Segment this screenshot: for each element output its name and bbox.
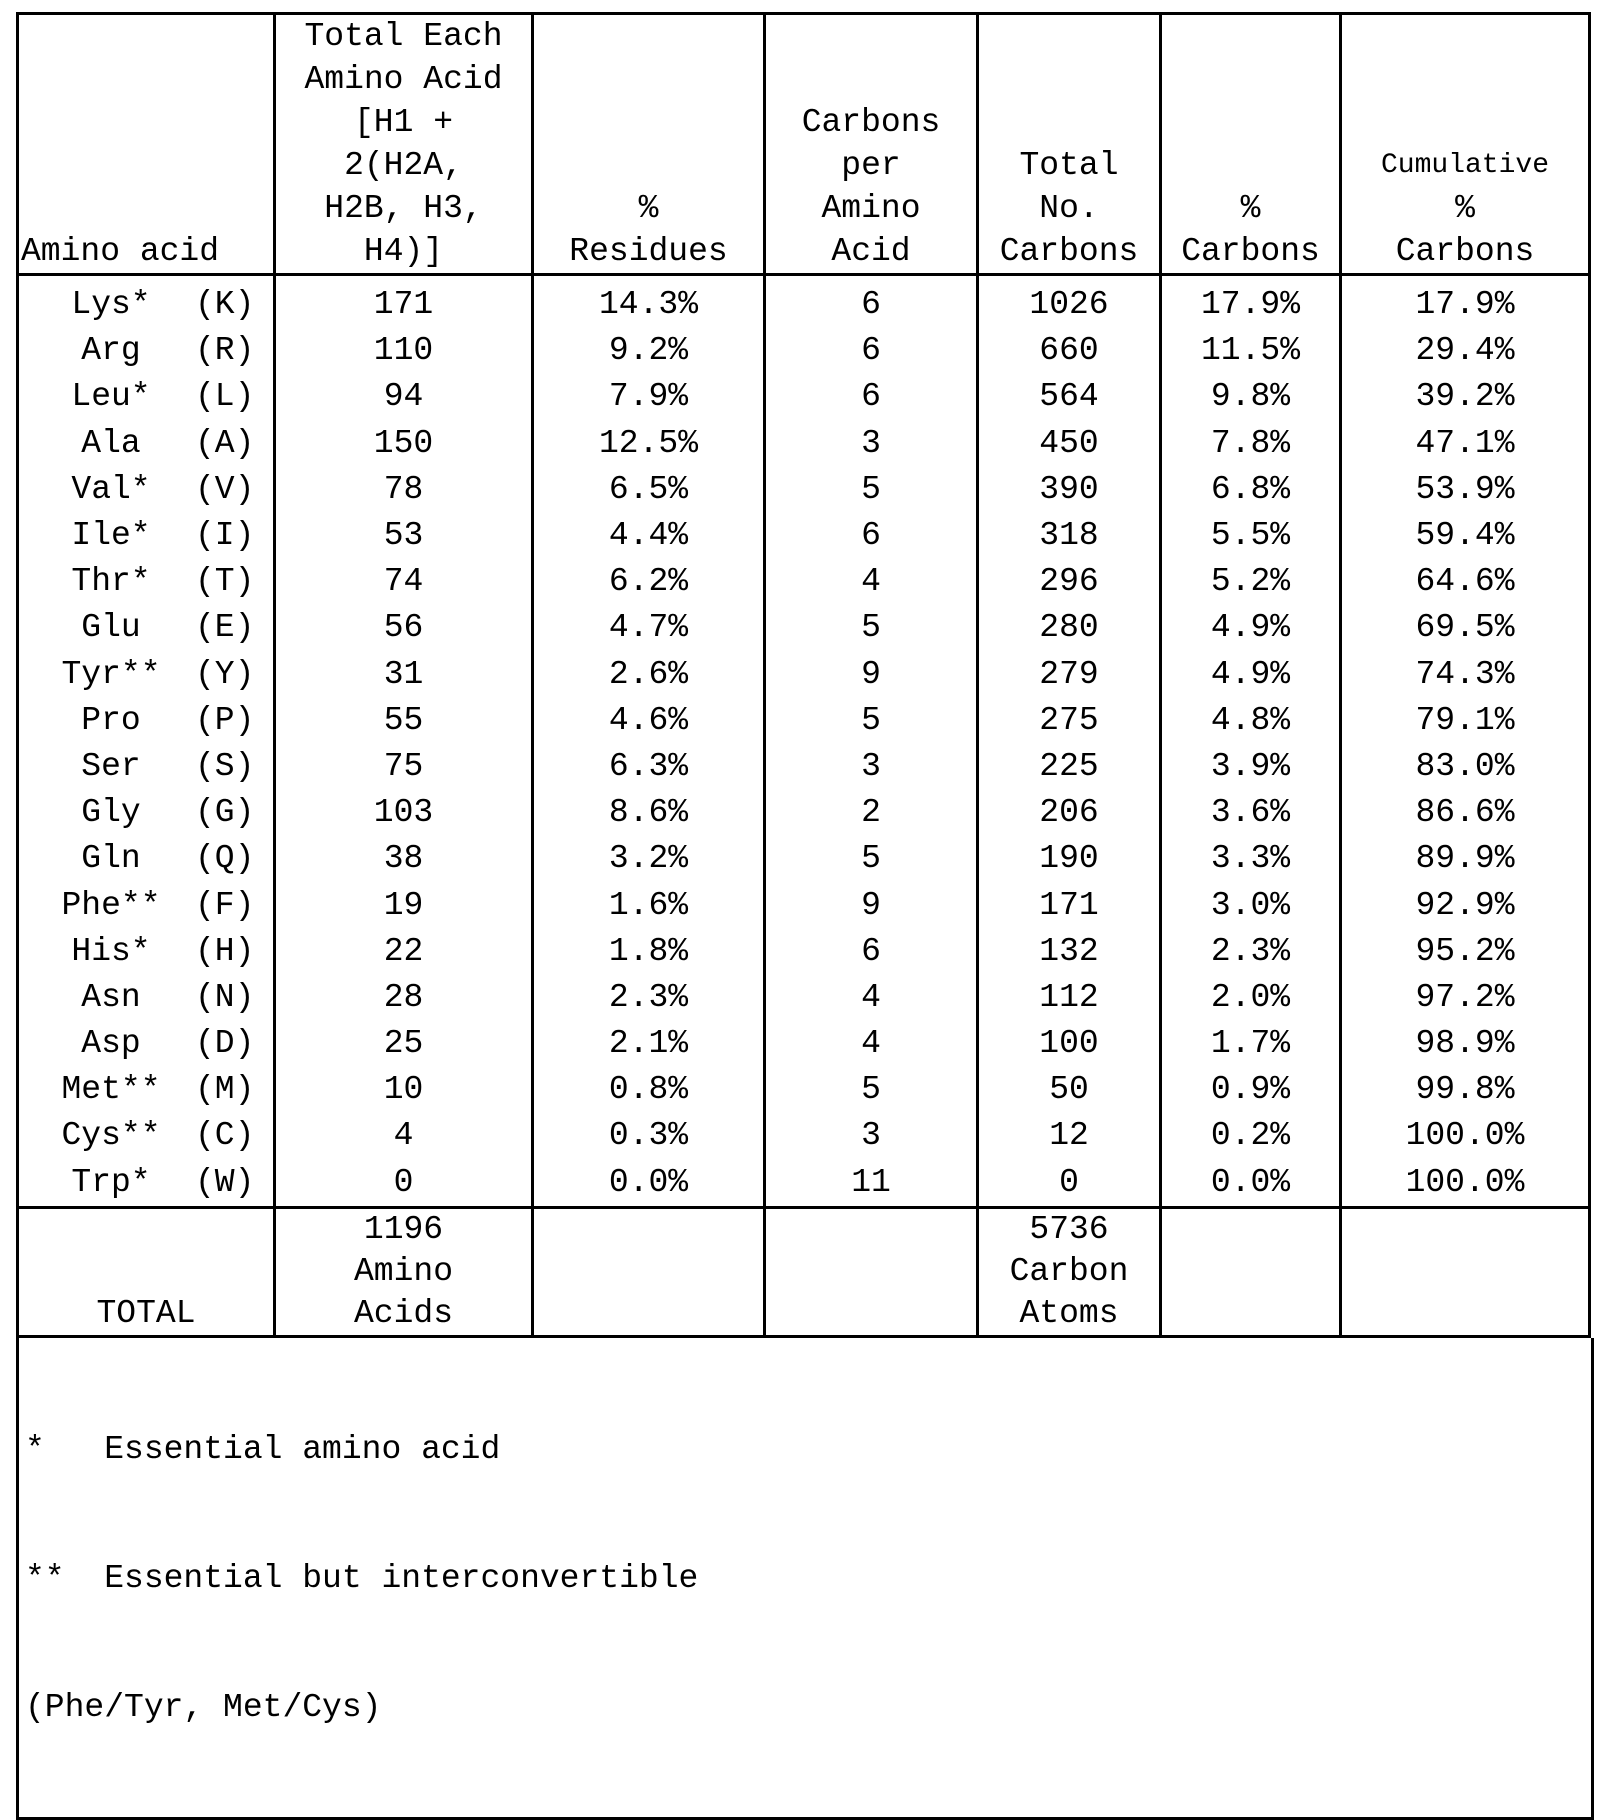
pct-carbons-cell: 3.6% <box>1161 790 1341 836</box>
total-carbons-cell: 564 <box>978 374 1161 420</box>
header-pct-residues <box>533 14 765 275</box>
amino-acid-name: Arg <box>81 332 141 370</box>
pct-residues-cell: 6.2% <box>533 559 765 605</box>
amino-acid-code: (A) <box>195 424 255 462</box>
cumulative-cell: 92.9% <box>1341 882 1590 928</box>
amino-acid-table-sheet <box>16 12 1588 1820</box>
header-total-each <box>275 14 533 275</box>
carbons-per-cell: 2 <box>765 790 978 836</box>
total-each-cell: 74 <box>275 559 533 605</box>
carbons-per-cell: 6 <box>765 929 978 975</box>
carbons-per-cell: 3 <box>765 421 978 467</box>
table-row <box>18 374 1590 420</box>
header-line: Total Each <box>304 18 503 55</box>
total-each-cell: 31 <box>275 652 533 698</box>
pct-residues-cell: 0.3% <box>533 1113 765 1159</box>
amino-acid-cell <box>18 559 275 605</box>
total-each-cell: 4 <box>275 1113 533 1159</box>
total-carbons-cell: 450 <box>978 421 1161 467</box>
pct-carbons-cell: 5.5% <box>1161 513 1341 559</box>
pct-carbons-cell: 7.8% <box>1161 421 1341 467</box>
total-label: TOTAL <box>18 1207 275 1336</box>
total-carbons-cell: 296 <box>978 559 1161 605</box>
carbons-per-cell: 6 <box>765 328 978 374</box>
cumulative-cell: 53.9% <box>1341 467 1590 513</box>
carbons-per-cell: 5 <box>765 1067 978 1113</box>
footnote-pairs: (Phe/Tyr, Met/Cys) <box>25 1688 382 1726</box>
pct-carbons-cell: 2.3% <box>1161 929 1341 975</box>
amino-acid-cell <box>18 836 275 882</box>
amino-acid-cell <box>18 929 275 975</box>
table-row <box>18 698 1590 744</box>
amino-acid-cell <box>18 975 275 1021</box>
cumulative-cell: 59.4% <box>1341 513 1590 559</box>
header-line: Acid <box>831 233 911 270</box>
pct-residues-cell: 3.2% <box>533 836 765 882</box>
table-body <box>18 275 1590 1208</box>
header-line: Carbons <box>1395 233 1535 270</box>
total-each-cell: 22 <box>275 929 533 975</box>
header-line: 2(H2A, <box>344 147 463 184</box>
total-line: 1196 <box>363 1210 444 1248</box>
total-carbons-cell: 100 <box>978 1021 1161 1067</box>
amino-acid-name: Ile* <box>71 517 151 555</box>
amino-acid-code: (R) <box>195 332 255 370</box>
total-carbons-cell: 171 <box>978 882 1161 928</box>
pct-carbons-cell: 3.9% <box>1161 744 1341 790</box>
header-carbons-per-amino-acid <box>765 14 978 275</box>
amino-acid-cell <box>18 275 275 329</box>
amino-acid-code: (Q) <box>195 840 255 878</box>
total-each-cell: 103 <box>275 790 533 836</box>
footnotes <box>16 1338 1594 1820</box>
amino-acid-code: (W) <box>195 1163 255 1201</box>
cumulative-cell: 100.0% <box>1341 1160 1590 1208</box>
carbons-per-cell: 6 <box>765 513 978 559</box>
total-line: Amino <box>353 1252 454 1290</box>
cumulative-cell: 79.1% <box>1341 698 1590 744</box>
total-each-cell: 25 <box>275 1021 533 1067</box>
carbons-per-cell: 5 <box>765 836 978 882</box>
cumulative-cell: 97.2% <box>1341 975 1590 1021</box>
carbons-per-cell: 3 <box>765 1113 978 1159</box>
header-pct-carbons <box>1161 14 1341 275</box>
pct-carbons-cell: 3.3% <box>1161 836 1341 882</box>
pct-residues-cell: 0.8% <box>533 1067 765 1113</box>
amino-acid-cell <box>18 421 275 467</box>
header-line: per <box>841 147 901 184</box>
pct-carbons-cell: 1.7% <box>1161 1021 1341 1067</box>
amino-acid-cell <box>18 790 275 836</box>
header-total-carbons <box>978 14 1161 275</box>
carbons-per-cell: 9 <box>765 882 978 928</box>
total-row <box>18 1207 1590 1336</box>
table-row <box>18 1160 1590 1208</box>
amino-acid-name: Glu <box>81 609 141 647</box>
amino-acid-name: Pro <box>81 701 141 739</box>
cumulative-cell: 39.2% <box>1341 374 1590 420</box>
total-carbons-cell: 275 <box>978 698 1161 744</box>
carbons-per-cell: 6 <box>765 374 978 420</box>
total-carbons-cell: 1026 <box>978 275 1161 329</box>
table-row <box>18 1113 1590 1159</box>
table-row <box>18 975 1590 1021</box>
pct-carbons-cell: 17.9% <box>1161 275 1341 329</box>
total-line: Acids <box>353 1294 454 1332</box>
amino-acid-cell <box>18 652 275 698</box>
amino-acid-name: Lys* <box>71 286 151 324</box>
header-line: H2B, H3, <box>324 190 483 227</box>
amino-acid-code: (C) <box>195 1117 255 1155</box>
amino-acid-name: Gln <box>81 840 141 878</box>
total-carbons-cell: 660 <box>978 328 1161 374</box>
total-carbons-cell: 0 <box>978 1160 1161 1208</box>
pct-residues-cell: 4.6% <box>533 698 765 744</box>
table-row <box>18 744 1590 790</box>
header-line: H4)] <box>363 233 444 270</box>
amino-acid-table <box>16 12 1591 1338</box>
total-each-cell: 0 <box>275 1160 533 1208</box>
total-each-cell: 10 <box>275 1067 533 1113</box>
cumulative-cell: 100.0% <box>1341 1113 1590 1159</box>
cumulative-cell: 86.6% <box>1341 790 1590 836</box>
total-each-cell: 75 <box>275 744 533 790</box>
header-line: Total <box>1019 147 1119 184</box>
cumulative-cell: 99.8% <box>1341 1067 1590 1113</box>
table-row <box>18 559 1590 605</box>
header-amino-acid: Amino acid <box>18 14 275 275</box>
amino-acid-name: Tyr** <box>61 655 161 693</box>
total-carbons-cell: 190 <box>978 836 1161 882</box>
total-each-cell: 55 <box>275 698 533 744</box>
amino-acid-code: (K) <box>195 286 255 324</box>
amino-acid-code: (Y) <box>195 655 255 693</box>
pct-carbons-cell: 2.0% <box>1161 975 1341 1021</box>
pct-carbons-cell: 4.8% <box>1161 698 1341 744</box>
header-line: Carbons <box>999 233 1139 270</box>
cumulative-cell: 29.4% <box>1341 328 1590 374</box>
amino-acid-cell <box>18 882 275 928</box>
cumulative-cell: 83.0% <box>1341 744 1590 790</box>
header-line: No. <box>1039 190 1099 227</box>
total-each-cell: 53 <box>275 513 533 559</box>
total-carbons-cell: 279 <box>978 652 1161 698</box>
amino-acid-code: (N) <box>195 978 255 1016</box>
amino-acid-cell <box>18 744 275 790</box>
pct-residues-cell: 4.7% <box>533 605 765 651</box>
total-each-cell: 56 <box>275 605 533 651</box>
pct-residues-cell: 2.3% <box>533 975 765 1021</box>
cumulative-cell: 98.9% <box>1341 1021 1590 1067</box>
total-carbons-cell: 206 <box>978 790 1161 836</box>
amino-acid-cell <box>18 1160 275 1208</box>
amino-acid-name: Gly <box>81 794 141 832</box>
total-carbons-cell: 132 <box>978 929 1161 975</box>
amino-acid-code: (S) <box>195 747 255 785</box>
table-row <box>18 1067 1590 1113</box>
carbons-per-cell: 4 <box>765 1021 978 1067</box>
amino-acid-cell <box>18 513 275 559</box>
amino-acid-code: (M) <box>195 1071 255 1109</box>
amino-acid-cell <box>18 605 275 651</box>
footnote-essential: * Essential amino acid <box>25 1430 501 1468</box>
cumulative-cell: 95.2% <box>1341 929 1590 975</box>
footnote-interconvertible: ** Essential but interconvertible <box>25 1559 699 1597</box>
pct-residues-cell: 0.0% <box>533 1160 765 1208</box>
amino-acid-name: Val* <box>71 470 151 508</box>
carbons-per-cell: 4 <box>765 975 978 1021</box>
amino-acid-code: (E) <box>195 609 255 647</box>
pct-carbons-cell: 5.2% <box>1161 559 1341 605</box>
total-carbon-atoms <box>978 1207 1161 1336</box>
amino-acid-code: (T) <box>195 563 255 601</box>
pct-residues-cell: 6.3% <box>533 744 765 790</box>
total-empty-cell <box>765 1207 978 1336</box>
table-row <box>18 1021 1590 1067</box>
total-each-cell: 38 <box>275 836 533 882</box>
amino-acid-name: Trp* <box>71 1163 151 1201</box>
pct-carbons-cell: 6.8% <box>1161 467 1341 513</box>
table-row <box>18 275 1590 329</box>
amino-acid-cell <box>18 467 275 513</box>
total-line: Atoms <box>1019 1294 1119 1332</box>
table-row <box>18 513 1590 559</box>
header-line: % <box>1240 190 1261 227</box>
header-line: Carbons <box>801 104 941 141</box>
header-line: Carbons <box>1181 233 1320 270</box>
header-row <box>18 14 1590 275</box>
total-carbons-cell: 112 <box>978 975 1161 1021</box>
amino-acid-name: Cys** <box>61 1117 161 1155</box>
amino-acid-code: (D) <box>195 1025 255 1063</box>
total-each-cell: 110 <box>275 328 533 374</box>
carbons-per-cell: 4 <box>765 559 978 605</box>
amino-acid-name: Thr* <box>71 563 151 601</box>
table-row <box>18 836 1590 882</box>
total-carbons-cell: 280 <box>978 605 1161 651</box>
amino-acid-code: (H) <box>195 932 255 970</box>
cumulative-cell: 89.9% <box>1341 836 1590 882</box>
amino-acid-name: Met** <box>61 1071 161 1109</box>
total-each-cell: 19 <box>275 882 533 928</box>
pct-residues-cell: 8.6% <box>533 790 765 836</box>
pct-residues-cell: 2.6% <box>533 652 765 698</box>
amino-acid-name: Asn <box>81 978 141 1016</box>
total-amino-acids <box>275 1207 533 1336</box>
pct-carbons-cell: 3.0% <box>1161 882 1341 928</box>
carbons-per-cell: 5 <box>765 698 978 744</box>
total-line: 5736 <box>1029 1210 1109 1248</box>
table-row <box>18 882 1590 928</box>
amino-acid-cell <box>18 1021 275 1067</box>
pct-residues-cell: 7.9% <box>533 374 765 420</box>
amino-acid-name: Leu* <box>71 378 151 416</box>
pct-residues-cell: 4.4% <box>533 513 765 559</box>
amino-acid-code: (L) <box>195 378 255 416</box>
total-carbons-cell: 12 <box>978 1113 1161 1159</box>
pct-carbons-cell: 0.2% <box>1161 1113 1341 1159</box>
amino-acid-name: Ala <box>81 424 141 462</box>
pct-residues-cell: 1.6% <box>533 882 765 928</box>
pct-residues-cell: 1.8% <box>533 929 765 975</box>
cumulative-cell: 64.6% <box>1341 559 1590 605</box>
amino-acid-code: (F) <box>195 886 255 924</box>
table-row <box>18 328 1590 374</box>
amino-acid-cell <box>18 328 275 374</box>
total-each-cell: 171 <box>275 275 533 329</box>
amino-acid-name: Phe** <box>61 886 161 924</box>
pct-residues-cell: 9.2% <box>533 328 765 374</box>
total-carbons-cell: 50 <box>978 1067 1161 1113</box>
pct-residues-cell: 12.5% <box>533 421 765 467</box>
pct-carbons-cell: 4.9% <box>1161 605 1341 651</box>
header-line: Amino Acid <box>304 61 503 98</box>
total-empty-cell <box>533 1207 765 1336</box>
amino-acid-cell <box>18 1113 275 1159</box>
table-row <box>18 605 1590 651</box>
amino-acid-name: His* <box>71 932 151 970</box>
carbons-per-cell: 5 <box>765 605 978 651</box>
pct-carbons-cell: 4.9% <box>1161 652 1341 698</box>
amino-acid-cell <box>18 1067 275 1113</box>
table-row <box>18 652 1590 698</box>
cumulative-cell: 74.3% <box>1341 652 1590 698</box>
table-row <box>18 467 1590 513</box>
header-cumulative-pct-carbons <box>1341 14 1590 275</box>
pct-residues-cell: 14.3% <box>533 275 765 329</box>
table-row <box>18 929 1590 975</box>
amino-acid-name: Asp <box>81 1025 141 1063</box>
total-empty-cell <box>1161 1207 1341 1336</box>
amino-acid-code: (P) <box>195 701 255 739</box>
header-line: % <box>1455 190 1475 227</box>
header-line: Residues <box>569 233 728 270</box>
amino-acid-name: Ser <box>81 747 141 785</box>
amino-acid-code: (I) <box>195 517 255 555</box>
header-line: [H1 + <box>353 104 454 141</box>
carbons-per-cell: 9 <box>765 652 978 698</box>
carbons-per-cell: 6 <box>765 275 978 329</box>
carbons-per-cell: 11 <box>765 1160 978 1208</box>
cumulative-cell: 69.5% <box>1341 605 1590 651</box>
table-row <box>18 421 1590 467</box>
pct-carbons-cell: 0.0% <box>1161 1160 1341 1208</box>
amino-acid-cell <box>18 374 275 420</box>
pct-carbons-cell: 0.9% <box>1161 1067 1341 1113</box>
amino-acid-cell <box>18 698 275 744</box>
header-line: % <box>638 190 659 227</box>
total-each-cell: 150 <box>275 421 533 467</box>
total-each-cell: 28 <box>275 975 533 1021</box>
cumulative-cell: 17.9% <box>1341 275 1590 329</box>
amino-acid-code: (V) <box>195 470 255 508</box>
pct-carbons-cell: 11.5% <box>1161 328 1341 374</box>
pct-carbons-cell: 9.8% <box>1161 374 1341 420</box>
carbons-per-cell: 3 <box>765 744 978 790</box>
total-carbons-cell: 225 <box>978 744 1161 790</box>
header-line: Amino <box>821 190 921 227</box>
header-line: Cumulative <box>1380 150 1550 181</box>
total-empty-cell <box>1341 1207 1590 1336</box>
carbons-per-cell: 5 <box>765 467 978 513</box>
total-carbons-cell: 390 <box>978 467 1161 513</box>
total-each-cell: 78 <box>275 467 533 513</box>
table-row <box>18 790 1590 836</box>
total-line: Carbon <box>1009 1252 1129 1290</box>
total-carbons-cell: 318 <box>978 513 1161 559</box>
pct-residues-cell: 6.5% <box>533 467 765 513</box>
pct-residues-cell: 2.1% <box>533 1021 765 1067</box>
amino-acid-code: (G) <box>195 794 255 832</box>
cumulative-cell: 47.1% <box>1341 421 1590 467</box>
total-each-cell: 94 <box>275 374 533 420</box>
